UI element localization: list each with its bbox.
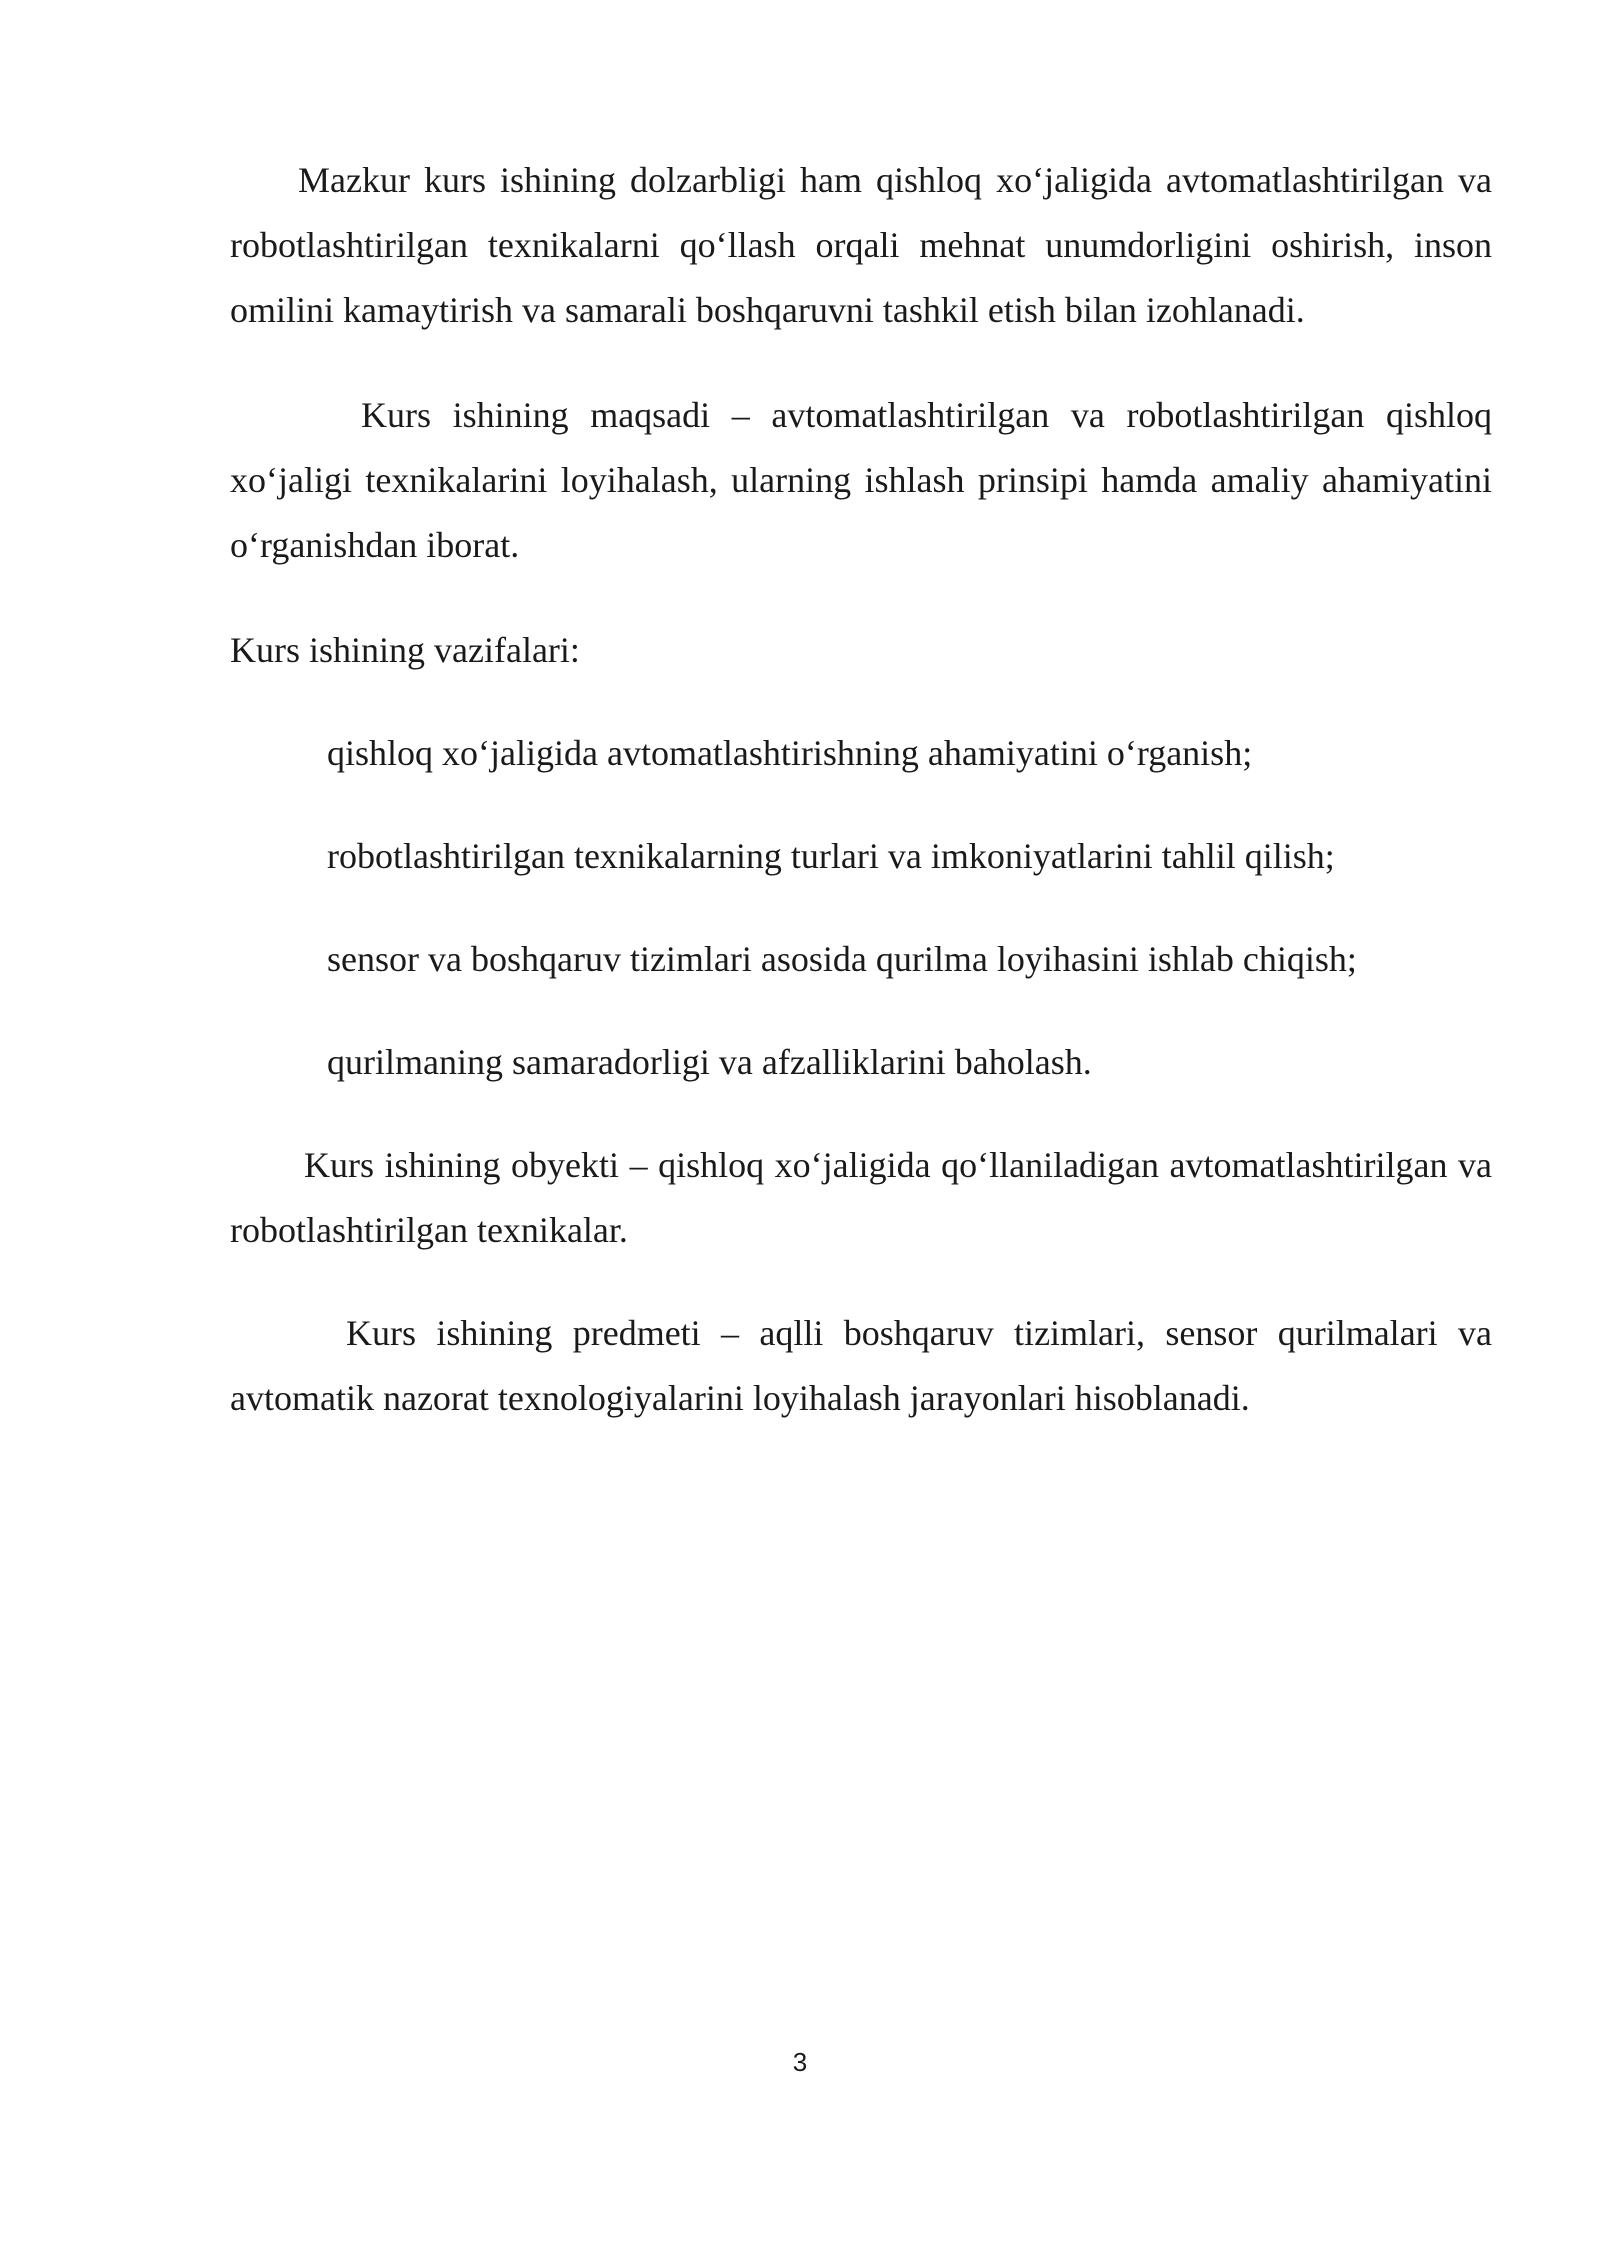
page-number: 3 — [792, 2047, 808, 2077]
paragraph-object: Kurs ishining obyekti – qishloq xo‘jaligida qo‘llaniladigan avtomatlashtirilgan va robotlashtirilgan texnikalar. — [230, 1145, 1492, 1250]
list-item: sensor va boshqaruv tizimlari asosida qurilma loyihasini ishlab chiqish; — [327, 939, 1357, 979]
tasks-heading: Kurs ishining vazifalari: — [230, 630, 580, 670]
list-item: qurilmaning samaradorligi va afzalliklarini baholash. — [327, 1042, 1092, 1082]
paragraph-subject: Kurs ishining predmeti – aqlli boshqaruv tizimlari, sensor qurilmalari va avtomatik nazorat texnologiyalarini loyihalash jarayonlari hisoblanadi. — [230, 1313, 1492, 1418]
paragraph-goal: Kurs ishining maqsadi – avtomatlashtirilgan va robotlashtirilgan qishloq xo‘jaligi texnikalarini loyihalash, ularning ishlash prinsipi hamda amaliy ahamiyatini o‘rganishdan iborat. — [230, 395, 1492, 565]
tasks-list — [230, 721, 1492, 1095]
page-content — [230, 148, 1492, 1431]
paragraph-relevance: Mazkur kurs ishining dolzarbligi ham qishloq xo‘jaligida avtomatlashtirilgan va robotlashtirilgan texnikalarni qo‘llash orqali mehnat unumdorligini oshirish, inson omilini kamaytirish va samarali boshqaruvni tashkil etish bilan izohlanadi. — [230, 160, 1492, 330]
list-item: qishloq xo‘jaligida avtomatlashtirishning ahamiyatini o‘rganish; — [327, 733, 1253, 773]
list-item: robotlashtirilgan texnikalarning turlari va imkoniyatlarini tahlil qilish; — [327, 836, 1335, 876]
